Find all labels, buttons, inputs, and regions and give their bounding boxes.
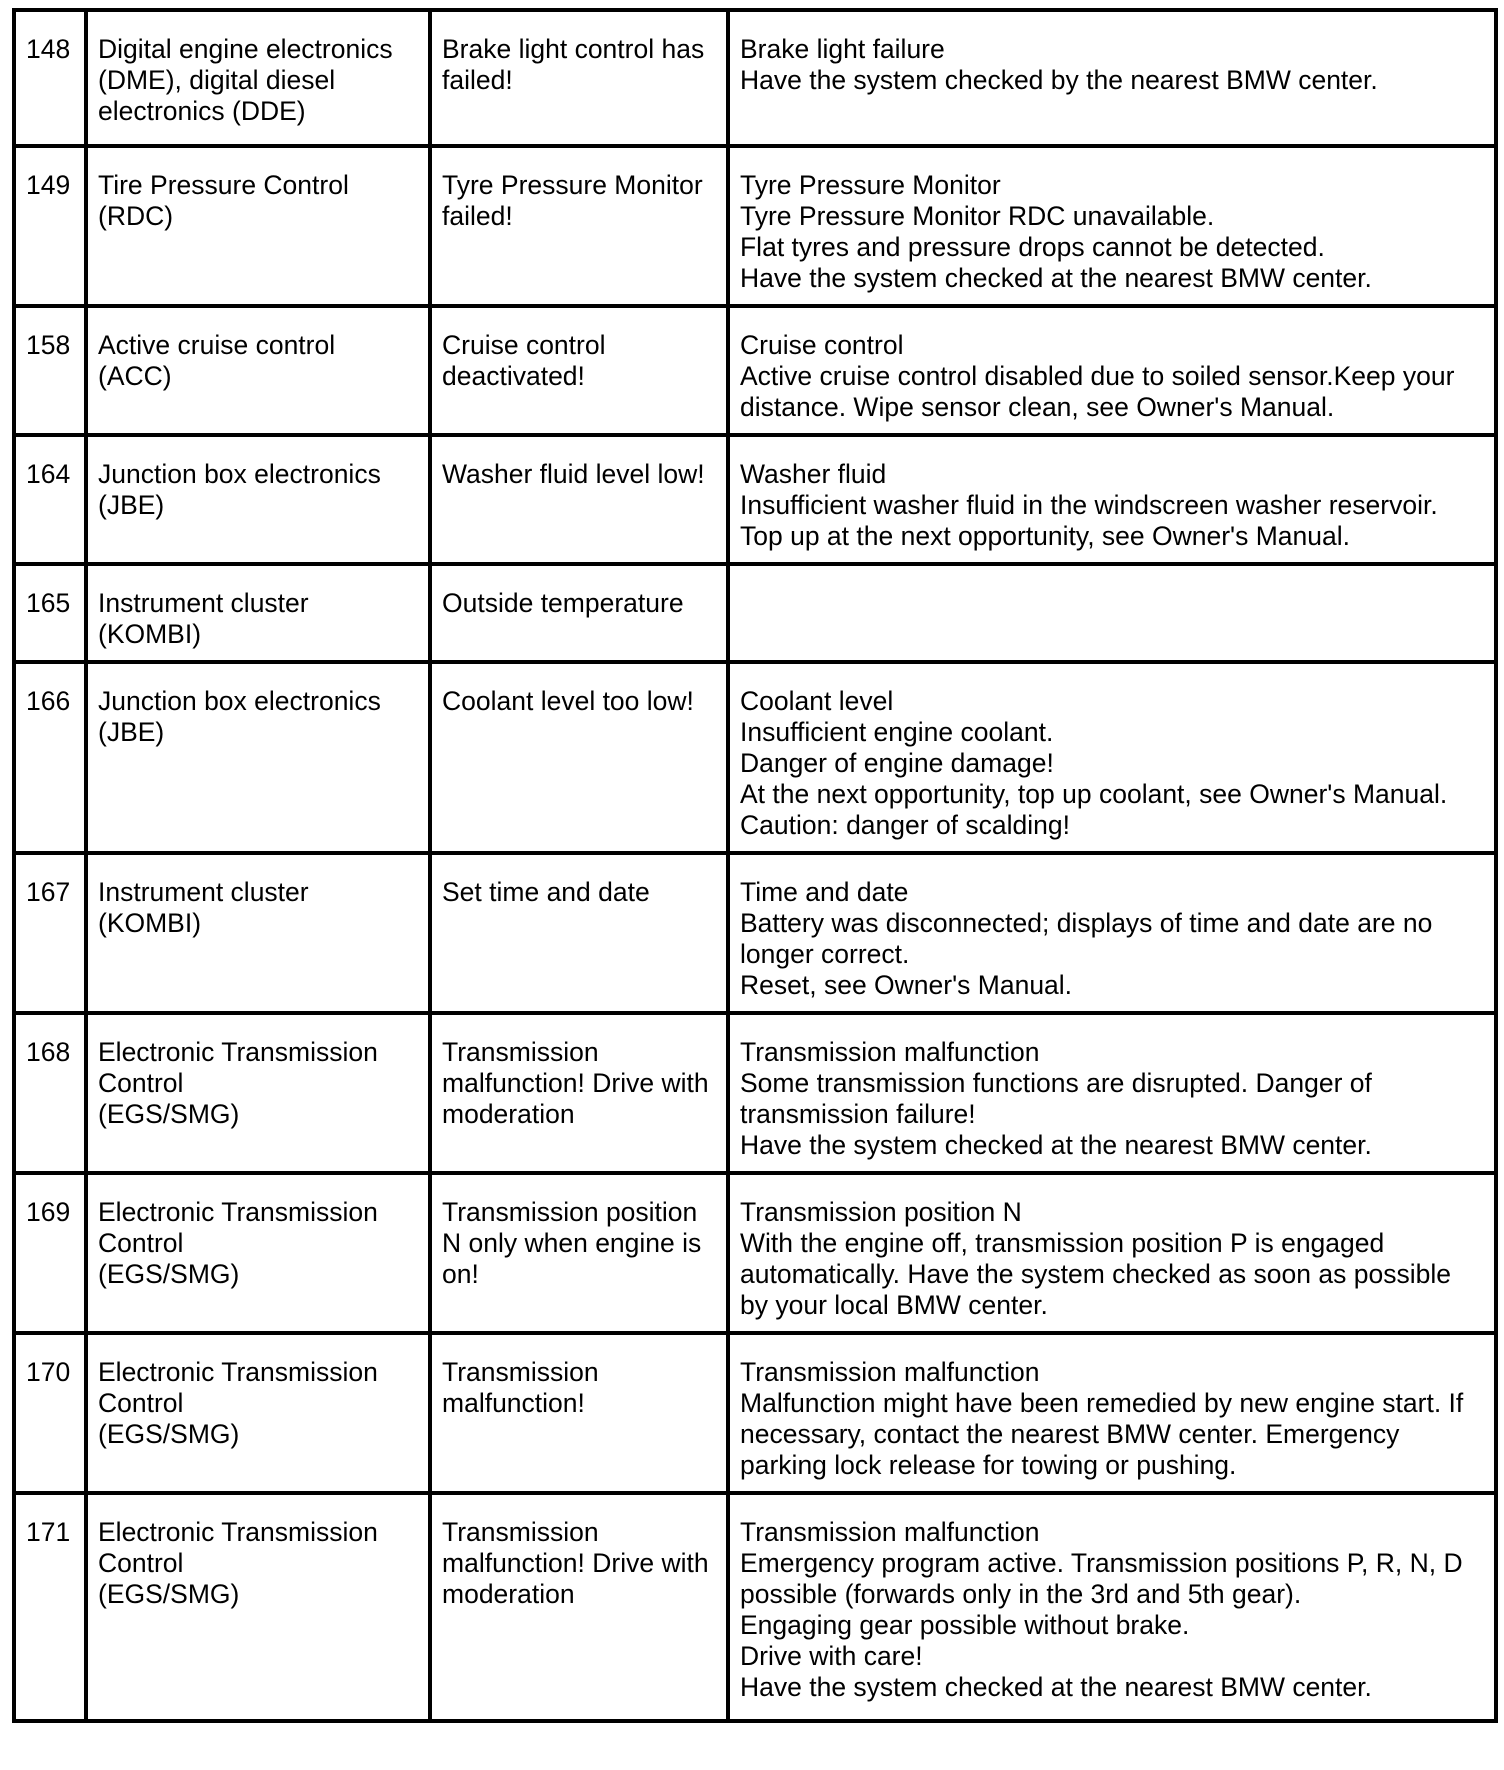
message-number: 148	[14, 10, 86, 146]
control-module: Instrument cluster (KOMBI)	[86, 853, 430, 1013]
table-row	[14, 1173, 1496, 1333]
message-number: 158	[14, 306, 86, 435]
message-number: 165	[14, 564, 86, 662]
message-number: 168	[14, 1013, 86, 1173]
control-module: Electronic Transmission Control (EGS/SMG)	[86, 1333, 430, 1493]
message-description: Coolant level Insufficient engine coolant. Danger of engine damage! At the next opportunity, top up coolant, see Owner's Manual. Caution: danger of scalding!	[728, 662, 1496, 853]
table-row	[14, 564, 1496, 662]
check-control-table	[12, 8, 1498, 1723]
table-row	[14, 1013, 1496, 1173]
message-description: Brake light failure Have the system checked by the nearest BMW center.	[728, 10, 1496, 146]
display-message: Tyre Pressure Monitor failed!	[430, 146, 728, 306]
control-module: Electronic Transmission Control (EGS/SMG)	[86, 1173, 430, 1333]
message-description: Time and date Battery was disconnected; displays of time and date are no longer correct. Reset, see Owner's Manual.	[728, 853, 1496, 1013]
table-row	[14, 1333, 1496, 1493]
control-module: Junction box electronics (JBE)	[86, 435, 430, 564]
message-number: 169	[14, 1173, 86, 1333]
table-row	[14, 853, 1496, 1013]
display-message: Set time and date	[430, 853, 728, 1013]
table-row	[14, 306, 1496, 435]
display-message: Brake light control has failed!	[430, 10, 728, 146]
table-row	[14, 662, 1496, 853]
control-module: Tire Pressure Control (RDC)	[86, 146, 430, 306]
table-row	[14, 435, 1496, 564]
display-message: Transmission malfunction!	[430, 1333, 728, 1493]
control-module: Electronic Transmission Control (EGS/SMG)	[86, 1493, 430, 1721]
message-description: Transmission malfunction Emergency program active. Transmission positions P, R, N, D possible (forwards only in the 3rd and 5th gear). Engaging gear possible without brake. Drive with care! Have the system checked at the nearest BMW center.	[728, 1493, 1496, 1721]
message-number: 166	[14, 662, 86, 853]
message-description: Cruise control Active cruise control disabled due to soiled sensor.Keep your distance. Wipe sensor clean, see Owner's Manual.	[728, 306, 1496, 435]
table-row	[14, 10, 1496, 146]
message-description: Transmission malfunction Malfunction might have been remedied by new engine start. If necessary, contact the nearest BMW center. Emergency parking lock release for towing or pushing.	[728, 1333, 1496, 1493]
display-message: Outside temperature	[430, 564, 728, 662]
display-message: Transmission malfunction! Drive with moderation	[430, 1493, 728, 1721]
message-number: 171	[14, 1493, 86, 1721]
message-number: 149	[14, 146, 86, 306]
control-module: Digital engine electronics (DME), digital diesel electronics (DDE)	[86, 10, 430, 146]
message-description: Tyre Pressure Monitor Tyre Pressure Monitor RDC unavailable. Flat tyres and pressure drops cannot be detected. Have the system checked at the nearest BMW center.	[728, 146, 1496, 306]
message-number: 164	[14, 435, 86, 564]
message-description: Transmission malfunction Some transmission functions are disrupted. Danger of transmission failure! Have the system checked at the nearest BMW center.	[728, 1013, 1496, 1173]
control-module: Junction box electronics (JBE)	[86, 662, 430, 853]
display-message: Coolant level too low!	[430, 662, 728, 853]
display-message: Cruise control deactivated!	[430, 306, 728, 435]
table-row	[14, 146, 1496, 306]
display-message: Washer fluid level low!	[430, 435, 728, 564]
message-description	[728, 564, 1496, 662]
table-row	[14, 1493, 1496, 1721]
control-module: Electronic Transmission Control (EGS/SMG)	[86, 1013, 430, 1173]
display-message: Transmission position N only when engine is on!	[430, 1173, 728, 1333]
message-description: Washer fluid Insufficient washer fluid in the windscreen washer reservoir. Top up at the next opportunity, see Owner's Manual.	[728, 435, 1496, 564]
message-description: Transmission position N With the engine off, transmission position P is engaged automatically. Have the system checked as soon as possible by your local BMW center.	[728, 1173, 1496, 1333]
message-number: 167	[14, 853, 86, 1013]
control-module: Instrument cluster (KOMBI)	[86, 564, 430, 662]
control-module: Active cruise control (ACC)	[86, 306, 430, 435]
message-number: 170	[14, 1333, 86, 1493]
display-message: Transmission malfunction! Drive with moderation	[430, 1013, 728, 1173]
